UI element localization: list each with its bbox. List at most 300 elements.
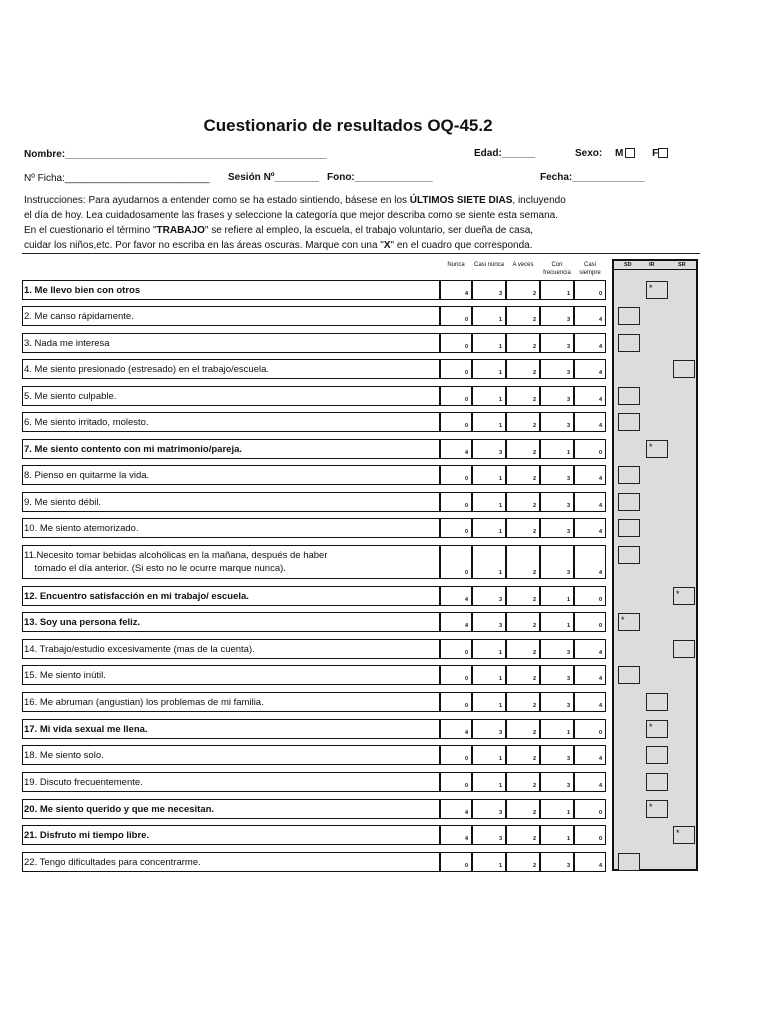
score-value: 0 bbox=[464, 476, 468, 482]
score-value: 1 bbox=[498, 370, 502, 376]
score-value: 4 bbox=[464, 623, 468, 629]
score-value: 1 bbox=[498, 650, 502, 656]
column-header-a-veces: A veces bbox=[512, 262, 534, 268]
subscale-box bbox=[646, 693, 668, 711]
question-row bbox=[22, 280, 440, 300]
question-text: 5. Me siento culpable. bbox=[24, 391, 117, 402]
score-value: 1 bbox=[566, 597, 570, 603]
answer-cell[interactable] bbox=[540, 586, 574, 606]
score-value: 2 bbox=[532, 529, 536, 535]
score-value: 2 bbox=[532, 730, 536, 736]
answer-cell[interactable] bbox=[506, 333, 540, 353]
answer-cell[interactable] bbox=[540, 692, 574, 712]
answer-cell[interactable] bbox=[574, 719, 606, 739]
instructions-line-1: Instrucciones: Para ayudarnos a entender como se ha estado sintiendo, básese en los ÚLTIMOS SIETE DIAS, incluyendo bbox=[24, 195, 566, 206]
score-value: 0 bbox=[464, 783, 468, 789]
score-value: 3 bbox=[498, 810, 502, 816]
question-text: 8. Pienso en quitarme la vida. bbox=[24, 470, 150, 481]
answer-cell[interactable] bbox=[440, 665, 472, 685]
score-value: 1 bbox=[498, 783, 502, 789]
answer-cell[interactable] bbox=[540, 280, 574, 300]
score-value: 0 bbox=[464, 344, 468, 350]
answer-cell[interactable] bbox=[440, 439, 472, 459]
answer-cell[interactable] bbox=[472, 692, 506, 712]
answer-cell[interactable] bbox=[540, 772, 574, 792]
question-row bbox=[22, 492, 440, 512]
score-value: 3 bbox=[566, 783, 570, 789]
column-header-nunca: Nunca bbox=[447, 262, 465, 268]
answer-cell[interactable] bbox=[440, 719, 472, 739]
question-text: 19. Discuto frecuentemente. bbox=[24, 777, 143, 788]
score-value: 2 bbox=[532, 291, 536, 297]
question-text: 11.Necesito tomar bebidas alcohólicas en la mañana, después de haber bbox=[24, 550, 328, 561]
answer-cell[interactable] bbox=[440, 772, 472, 792]
reverse-score-marker: * bbox=[676, 589, 680, 599]
answer-cell[interactable] bbox=[472, 359, 506, 379]
answer-cell[interactable] bbox=[472, 465, 506, 485]
instructions-line-3: En el cuestionario el término "TRABAJO" se refiere al empleo, la escuela, el trabajo voluntario, ser dueña de casa, bbox=[24, 225, 534, 236]
question-text-continued: tomado el día anterior. (Si esto no le ocurre marque nunca). bbox=[24, 563, 286, 574]
score-value: 0 bbox=[598, 836, 602, 842]
score-value: 1 bbox=[566, 291, 570, 297]
score-value: 3 bbox=[566, 863, 570, 869]
subscale-box bbox=[618, 666, 640, 684]
score-value: 2 bbox=[532, 317, 536, 323]
nombre-field[interactable]: Nombre:_______________________________________________ bbox=[24, 149, 327, 160]
answer-cell[interactable] bbox=[540, 665, 574, 685]
divider bbox=[22, 253, 700, 254]
question-text: 14. Trabajo/estudio excesivamente (mas de la cuenta). bbox=[24, 644, 255, 655]
page-title: Cuestionario de resultados OQ-45.2 bbox=[203, 116, 493, 135]
score-value: 0 bbox=[598, 810, 602, 816]
subscale-box bbox=[618, 387, 640, 405]
column-header-con-frecuencia: Con frecuencia bbox=[543, 262, 571, 276]
answer-cell[interactable] bbox=[540, 465, 574, 485]
score-value: 2 bbox=[532, 450, 536, 456]
answer-cell[interactable] bbox=[440, 545, 472, 579]
subscale-box bbox=[673, 826, 695, 844]
score-value: 0 bbox=[464, 650, 468, 656]
answer-cell[interactable] bbox=[440, 745, 472, 765]
answer-cell[interactable] bbox=[540, 545, 574, 579]
answer-cell[interactable] bbox=[506, 825, 540, 845]
answer-cell[interactable] bbox=[472, 280, 506, 300]
question-row bbox=[22, 359, 440, 379]
answer-cell[interactable] bbox=[540, 306, 574, 326]
score-value: 1 bbox=[498, 570, 502, 576]
answer-cell[interactable] bbox=[472, 492, 506, 512]
score-value: 3 bbox=[498, 450, 502, 456]
score-value: 0 bbox=[598, 623, 602, 629]
subscale-box bbox=[646, 281, 668, 299]
answer-cell[interactable] bbox=[540, 612, 574, 632]
score-value: 2 bbox=[532, 783, 536, 789]
score-value: 3 bbox=[566, 529, 570, 535]
answer-cell[interactable] bbox=[472, 306, 506, 326]
instructions-line-2: el día de hoy. Lea cuidadosamente las frases y seleccione la categoría que mejor describa como se siente esta semana. bbox=[24, 210, 559, 221]
answer-cell[interactable] bbox=[472, 719, 506, 739]
answer-cell[interactable] bbox=[440, 852, 472, 872]
score-value: 4 bbox=[598, 650, 602, 656]
score-value: 4 bbox=[598, 756, 602, 762]
answer-cell[interactable] bbox=[540, 333, 574, 353]
answer-cell[interactable] bbox=[472, 333, 506, 353]
score-value: 1 bbox=[498, 423, 502, 429]
score-value: 3 bbox=[566, 756, 570, 762]
score-value: 4 bbox=[598, 503, 602, 509]
answer-cell[interactable] bbox=[506, 719, 540, 739]
answer-cell[interactable] bbox=[440, 359, 472, 379]
question-row bbox=[22, 586, 440, 606]
answer-cell[interactable] bbox=[540, 386, 574, 406]
score-value: 3 bbox=[566, 676, 570, 682]
ficha-field[interactable]: Nº Ficha:__________________________ bbox=[24, 173, 210, 184]
answer-cell[interactable] bbox=[540, 359, 574, 379]
score-value: 1 bbox=[566, 450, 570, 456]
answer-cell[interactable] bbox=[472, 612, 506, 632]
score-value: 2 bbox=[532, 570, 536, 576]
score-value: 0 bbox=[464, 423, 468, 429]
score-value: 2 bbox=[532, 863, 536, 869]
question-text: 2. Me canso rápidamente. bbox=[24, 311, 134, 322]
answer-cell[interactable] bbox=[506, 772, 540, 792]
reverse-score-marker: * bbox=[676, 828, 680, 838]
answer-cell[interactable] bbox=[506, 359, 540, 379]
answer-cell[interactable] bbox=[440, 333, 472, 353]
answer-cell[interactable] bbox=[574, 306, 606, 326]
answer-cell[interactable] bbox=[574, 280, 606, 300]
answer-cell[interactable] bbox=[540, 825, 574, 845]
score-value: 0 bbox=[598, 291, 602, 297]
answer-cell[interactable] bbox=[440, 412, 472, 432]
score-value: 4 bbox=[464, 291, 468, 297]
question-text: 13. Soy una persona feliz. bbox=[24, 617, 141, 628]
subscale-box bbox=[646, 440, 668, 458]
score-value: 1 bbox=[566, 810, 570, 816]
answer-cell[interactable] bbox=[540, 439, 574, 459]
question-text: 18. Me siento solo. bbox=[24, 750, 104, 761]
score-value: 3 bbox=[566, 570, 570, 576]
question-row bbox=[22, 439, 440, 459]
fecha-field[interactable]: Fecha:_____________ bbox=[540, 172, 645, 183]
question-row bbox=[22, 465, 440, 485]
score-value: 3 bbox=[566, 423, 570, 429]
answer-cell[interactable] bbox=[574, 465, 606, 485]
answer-cell[interactable] bbox=[472, 825, 506, 845]
score-value: 0 bbox=[598, 450, 602, 456]
answer-cell[interactable] bbox=[574, 439, 606, 459]
question-row bbox=[22, 639, 440, 659]
instructions-line-4: cuidar los niños,etc. Por favor no escriba en las áreas oscuras. Marque con una "X" en el cuadro que corresponda. bbox=[24, 240, 533, 251]
answer-cell[interactable] bbox=[440, 306, 472, 326]
answer-cell[interactable] bbox=[574, 692, 606, 712]
answer-cell[interactable] bbox=[574, 612, 606, 632]
answer-cell[interactable] bbox=[506, 745, 540, 765]
score-value: 0 bbox=[598, 597, 602, 603]
sexo-label-text: Sexo: bbox=[575, 148, 603, 159]
question-row bbox=[22, 852, 440, 872]
edad-field[interactable]: Edad:______ bbox=[474, 148, 536, 159]
answer-cell[interactable] bbox=[472, 665, 506, 685]
score-value: 4 bbox=[598, 317, 602, 323]
score-value: 4 bbox=[598, 676, 602, 682]
answer-cell[interactable] bbox=[440, 280, 472, 300]
score-value: 4 bbox=[598, 570, 602, 576]
answer-cell[interactable] bbox=[472, 852, 506, 872]
score-value: 2 bbox=[532, 810, 536, 816]
sexo-m-label: M bbox=[615, 148, 624, 159]
score-value: 3 bbox=[566, 370, 570, 376]
score-value: 3 bbox=[566, 650, 570, 656]
score-value: 1 bbox=[498, 676, 502, 682]
reverse-score-marker: * bbox=[649, 442, 653, 452]
answer-cell[interactable] bbox=[506, 280, 540, 300]
question-text: 12. Encuentro satisfacción en mi trabajo/ escuela. bbox=[24, 591, 249, 602]
sexo-f-checkbox[interactable] bbox=[658, 148, 668, 158]
answer-cell[interactable] bbox=[472, 745, 506, 765]
answer-cell[interactable] bbox=[472, 439, 506, 459]
answer-cell[interactable] bbox=[440, 799, 472, 819]
score-value: 3 bbox=[566, 476, 570, 482]
score-value: 2 bbox=[532, 756, 536, 762]
answer-cell[interactable] bbox=[506, 545, 540, 579]
answer-cell[interactable] bbox=[440, 386, 472, 406]
answer-cell[interactable] bbox=[472, 772, 506, 792]
subscale-box bbox=[618, 853, 640, 871]
score-value: 2 bbox=[532, 703, 536, 709]
answer-cell[interactable] bbox=[574, 799, 606, 819]
score-value: 1 bbox=[498, 476, 502, 482]
question-text: 21. Disfruto mi tiempo libre. bbox=[24, 830, 150, 841]
subscale-box bbox=[646, 746, 668, 764]
answer-cell[interactable] bbox=[574, 359, 606, 379]
answer-cell[interactable] bbox=[472, 412, 506, 432]
score-value: 2 bbox=[532, 370, 536, 376]
score-value: 2 bbox=[532, 676, 536, 682]
score-value: 2 bbox=[532, 344, 536, 350]
subscale-box bbox=[618, 519, 640, 537]
answer-cell[interactable] bbox=[440, 586, 472, 606]
answer-cell[interactable] bbox=[506, 586, 540, 606]
answer-cell[interactable] bbox=[574, 412, 606, 432]
answer-cell[interactable] bbox=[506, 386, 540, 406]
score-value: 2 bbox=[532, 650, 536, 656]
subscale-sr: SR bbox=[678, 262, 686, 268]
score-value: 1 bbox=[498, 344, 502, 350]
score-value: 2 bbox=[532, 597, 536, 603]
score-value: 1 bbox=[498, 503, 502, 509]
question-row bbox=[22, 545, 440, 579]
question-text: 1. Me llevo bien con otros bbox=[24, 285, 141, 296]
answer-cell[interactable] bbox=[574, 639, 606, 659]
question-row bbox=[22, 772, 440, 792]
answer-cell[interactable] bbox=[540, 852, 574, 872]
answer-cell[interactable] bbox=[540, 799, 574, 819]
fono-field[interactable]: Fono:______________ bbox=[327, 172, 433, 183]
reverse-score-marker: * bbox=[649, 283, 653, 293]
answer-cell[interactable] bbox=[574, 745, 606, 765]
answer-cell[interactable] bbox=[506, 439, 540, 459]
answer-cell[interactable] bbox=[574, 852, 606, 872]
answer-cell[interactable] bbox=[472, 518, 506, 538]
subscale-box bbox=[618, 546, 640, 564]
score-value: 1 bbox=[498, 863, 502, 869]
answer-cell[interactable] bbox=[574, 333, 606, 353]
score-value: 4 bbox=[598, 344, 602, 350]
question-row bbox=[22, 412, 440, 432]
subscale-header bbox=[614, 261, 696, 270]
subscale-box bbox=[673, 587, 695, 605]
answer-cell[interactable] bbox=[540, 492, 574, 512]
score-value: 3 bbox=[566, 344, 570, 350]
answer-cell[interactable] bbox=[506, 799, 540, 819]
score-value: 0 bbox=[464, 317, 468, 323]
answer-cell[interactable] bbox=[440, 612, 472, 632]
answer-cell[interactable] bbox=[472, 586, 506, 606]
answer-cell[interactable] bbox=[540, 518, 574, 538]
score-value: 2 bbox=[532, 476, 536, 482]
answer-cell[interactable] bbox=[540, 639, 574, 659]
sesion-field[interactable]: Sesión Nº________ bbox=[228, 172, 319, 183]
score-value: 1 bbox=[566, 730, 570, 736]
answer-cell[interactable] bbox=[440, 825, 472, 845]
answer-cell[interactable] bbox=[506, 612, 540, 632]
answer-cell[interactable] bbox=[574, 825, 606, 845]
answer-cell[interactable] bbox=[574, 665, 606, 685]
answer-cell[interactable] bbox=[506, 665, 540, 685]
answer-cell[interactable] bbox=[540, 745, 574, 765]
question-row bbox=[22, 799, 440, 819]
score-value: 0 bbox=[464, 529, 468, 535]
subscale-box bbox=[646, 800, 668, 818]
score-value: 0 bbox=[464, 676, 468, 682]
answer-cell[interactable] bbox=[540, 719, 574, 739]
score-value: 0 bbox=[464, 703, 468, 709]
question-row bbox=[22, 719, 440, 739]
reverse-score-marker: * bbox=[649, 802, 653, 812]
question-text: 7. Me siento contento con mi matrimonio/pareja. bbox=[24, 444, 243, 455]
answer-cell[interactable] bbox=[472, 386, 506, 406]
answer-cell[interactable] bbox=[574, 492, 606, 512]
score-value: 3 bbox=[566, 503, 570, 509]
answer-cell[interactable] bbox=[506, 639, 540, 659]
question-text: 6. Me siento irritado, molesto. bbox=[24, 417, 149, 428]
answer-cell[interactable] bbox=[506, 692, 540, 712]
score-value: 3 bbox=[498, 623, 502, 629]
answer-cell[interactable] bbox=[506, 306, 540, 326]
score-value: 4 bbox=[464, 810, 468, 816]
sexo-label bbox=[575, 148, 668, 159]
subscale-box bbox=[618, 307, 640, 325]
score-value: 4 bbox=[464, 730, 468, 736]
question-row bbox=[22, 692, 440, 712]
score-value: 0 bbox=[464, 570, 468, 576]
score-value: 4 bbox=[598, 703, 602, 709]
score-value: 3 bbox=[498, 730, 502, 736]
answer-cell[interactable] bbox=[472, 799, 506, 819]
subscale-ir: IR bbox=[649, 262, 655, 268]
subscale-box bbox=[618, 613, 640, 631]
sexo-m-checkbox[interactable] bbox=[625, 148, 635, 158]
answer-cell[interactable] bbox=[440, 465, 472, 485]
score-value: 0 bbox=[464, 756, 468, 762]
answer-cell[interactable] bbox=[506, 852, 540, 872]
question-text: 10. Me siento atemorizado. bbox=[24, 523, 139, 534]
answer-cell[interactable] bbox=[440, 692, 472, 712]
question-row bbox=[22, 333, 440, 353]
subscale-box bbox=[618, 334, 640, 352]
score-value: 0 bbox=[464, 370, 468, 376]
score-value: 1 bbox=[498, 317, 502, 323]
answer-cell[interactable] bbox=[506, 412, 540, 432]
question-row bbox=[22, 612, 440, 632]
question-text: 4. Me siento presionado (estresado) en el trabajo/escuela. bbox=[24, 364, 270, 375]
subscale-box bbox=[673, 640, 695, 658]
score-value: 3 bbox=[498, 597, 502, 603]
score-value: 4 bbox=[598, 476, 602, 482]
score-value: 3 bbox=[498, 836, 502, 842]
answer-cell[interactable] bbox=[574, 586, 606, 606]
question-row bbox=[22, 825, 440, 845]
score-value: 2 bbox=[532, 397, 536, 403]
score-value: 2 bbox=[532, 423, 536, 429]
question-row bbox=[22, 386, 440, 406]
score-value: 1 bbox=[566, 623, 570, 629]
reverse-score-marker: * bbox=[621, 615, 625, 625]
score-value: 0 bbox=[464, 397, 468, 403]
answer-cell[interactable] bbox=[540, 412, 574, 432]
score-value: 4 bbox=[598, 370, 602, 376]
answer-cell[interactable] bbox=[574, 386, 606, 406]
reverse-score-marker: * bbox=[649, 722, 653, 732]
answer-cell[interactable] bbox=[440, 518, 472, 538]
subscale-sd: SD bbox=[624, 262, 632, 268]
answer-cell[interactable] bbox=[440, 639, 472, 659]
score-value: 4 bbox=[598, 863, 602, 869]
question-text: 20. Me siento querido y que me necesitan. bbox=[24, 804, 215, 815]
score-value: 4 bbox=[598, 423, 602, 429]
score-value: 2 bbox=[532, 623, 536, 629]
score-value: 2 bbox=[532, 836, 536, 842]
answer-cell[interactable] bbox=[440, 492, 472, 512]
column-header-casi-nunca: Casi nunca bbox=[473, 262, 505, 268]
answer-cell[interactable] bbox=[506, 492, 540, 512]
score-value: 1 bbox=[498, 703, 502, 709]
answer-cell[interactable] bbox=[574, 772, 606, 792]
score-value: 0 bbox=[464, 863, 468, 869]
question-row bbox=[22, 518, 440, 538]
score-value: 4 bbox=[464, 597, 468, 603]
subscale-box bbox=[646, 720, 668, 738]
question-text: 17. Mi vida sexual me llena. bbox=[24, 724, 148, 735]
sexo-f-label: F bbox=[652, 148, 659, 159]
question-row bbox=[22, 665, 440, 685]
answer-cell[interactable] bbox=[574, 518, 606, 538]
score-value: 4 bbox=[598, 529, 602, 535]
answer-cell[interactable] bbox=[574, 545, 606, 579]
question-text: 15. Me siento inútil. bbox=[24, 670, 106, 681]
subscale-box bbox=[673, 360, 695, 378]
question-text: 9. Me siento débil. bbox=[24, 497, 102, 508]
score-value: 3 bbox=[566, 397, 570, 403]
score-value: 3 bbox=[566, 703, 570, 709]
answer-cell[interactable] bbox=[506, 518, 540, 538]
score-value: 4 bbox=[598, 783, 602, 789]
answer-cell[interactable] bbox=[506, 465, 540, 485]
question-row bbox=[22, 306, 440, 326]
answer-cell[interactable] bbox=[472, 639, 506, 659]
answer-cell[interactable] bbox=[472, 545, 506, 579]
